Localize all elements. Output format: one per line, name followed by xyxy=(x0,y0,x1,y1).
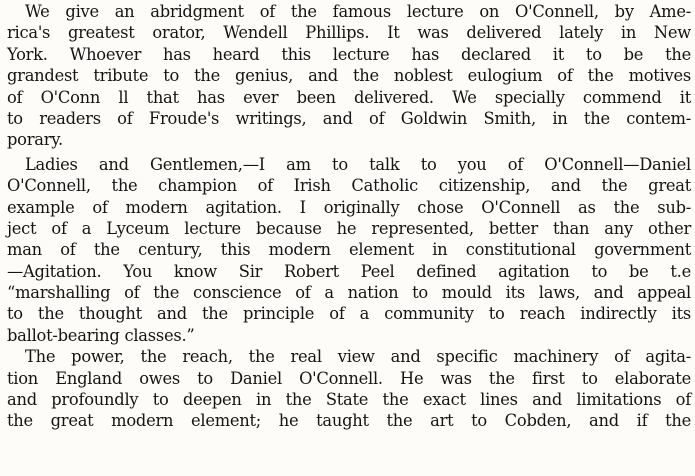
text-line: —Agitation. You know Sir Robert Peel defined agitation to be t.e xyxy=(7,261,691,281)
text-line: grandest tribute to the genius, and the noblest eulogium of the motives xyxy=(7,66,691,86)
speech-paragraph xyxy=(7,154,691,347)
text-line: and profoundly to deepen in the State the exact lines and limitations of xyxy=(7,390,691,410)
text-line: of O'Conn ll that has ever been delivered. We specially commend it xyxy=(7,87,691,107)
text-line: man of the century, this modern element in constitutional government xyxy=(7,240,691,260)
text-line: The power, the reach, the real view and specific machinery of agita- xyxy=(25,347,691,367)
text-line: porary. xyxy=(7,130,63,150)
article-column xyxy=(7,1,691,432)
text-line: tion England owes to Daniel O'Connell. He was the first to elaborate xyxy=(7,368,691,388)
text-line: York. Whoever has heard this lecture has declared it to be the xyxy=(7,44,691,64)
text-line: to readers of Froude's writings, and of Goldwin Smith, in the contem- xyxy=(7,108,691,128)
text-line: We give an abridgment of the famous lecture on O'Connell, by Ame- xyxy=(25,2,691,21)
intro-paragraph xyxy=(7,1,691,151)
text-line: O'Connell, the champion of Irish Catholic citizenship, and the great xyxy=(7,176,691,196)
text-line: “marshalling of the conscience of a nation to mould its laws, and appeal xyxy=(7,283,691,303)
text-line: rica's greatest orator, Wendell Phillips. It was delivered lately in New xyxy=(7,23,691,43)
text-line: Ladies and Gentlemen,—I am to talk to you of O'Connell—Daniel xyxy=(25,154,691,174)
text-line: ballot-bearing classes.” xyxy=(7,325,195,345)
text-line: to the thought and the principle of a community to reach indirectly its xyxy=(7,304,691,324)
text-line: example of modern agitation. I originally chose O'Connell as the sub- xyxy=(7,197,691,217)
text-line: ject of a Lyceum lecture because he represented, better than any other xyxy=(7,218,691,238)
power-paragraph xyxy=(7,346,691,432)
text-line: the great modern element; he taught the art to Cobden, and if the xyxy=(7,411,691,431)
